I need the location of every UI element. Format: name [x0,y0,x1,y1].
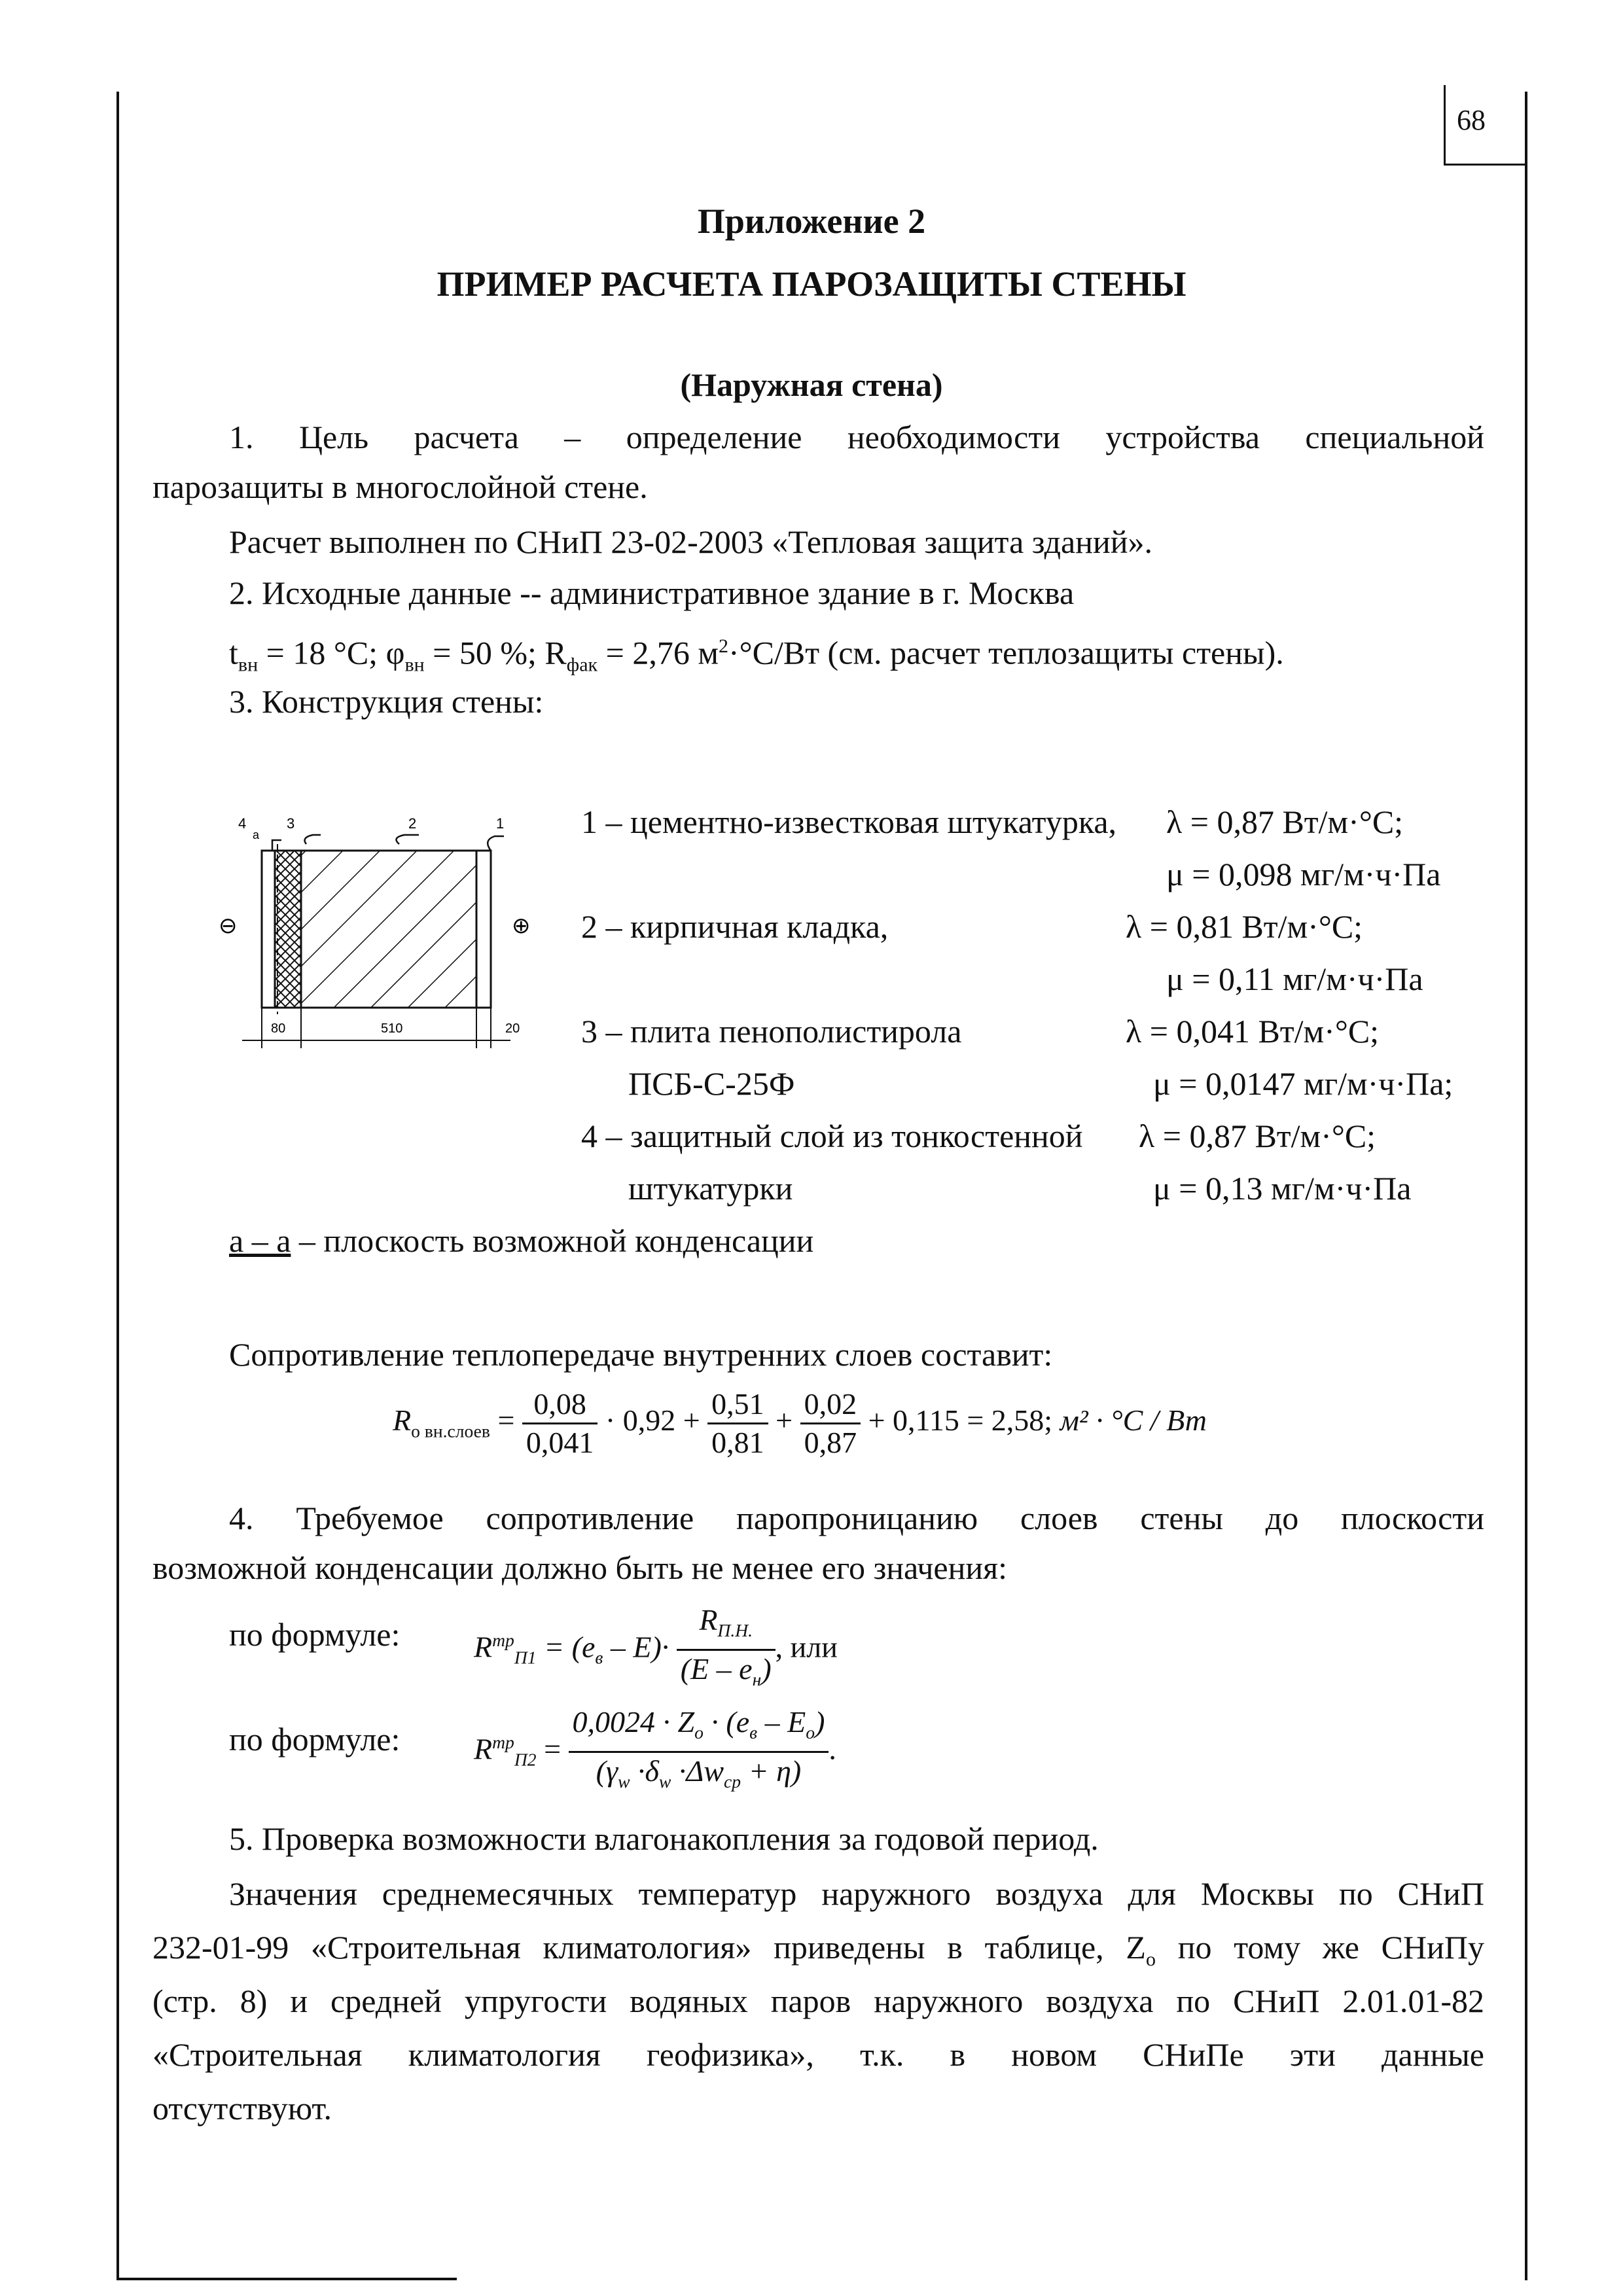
section5-line4: «Строительная климатология геофизика», т.к. в новом СНиПе эти данные [152,2036,1484,2073]
section5-line5: отсутствуют. [152,2090,332,2127]
t-sub: вн [238,654,259,676]
formula-1: $R^{тр}_{П1} = (e_в - E)\cdot$ $\frac{R_{П.Н.}}{(E - e_н)}$ , или [474,1602,838,1698]
layer1-lambda: λ = 0,87 Вт/м·°С; [1166,804,1404,840]
diagram-label-4: 4 [238,815,247,832]
diagram-label-3: 3 [287,815,295,832]
layer3-mu: μ = 0,0147 мг/м·ч·Па; [1153,1065,1454,1102]
fraction-1: $\frac{0,08}{0,041}$ [522,1386,598,1461]
plus-sign-icon: ⊕ [512,913,531,938]
t-label: t [229,634,238,671]
fraction-2: $\frac{0,51}{0,81}$ [707,1386,768,1461]
initial-data-line [229,627,1284,685]
page-frame-right [1525,92,1527,2280]
section2-line1: 2. Исходные данные -- административное здание в г. Москва [229,574,1075,611]
formula-2: $R^{тр}_{П2}$ = $\frac{0,0024 \cdot Z_o \cdot (e_в - E_o)}{(\gamma_w \cdot\delta_w \cdot\Delta w_{ср} + \eta)}$ . [474,1704,836,1800]
resistance-intro: Сопротивление теплопередаче внутренних слоев составит: [229,1336,1053,1373]
layer3-name2: ПСБ-С-25Ф [628,1065,795,1102]
fraction-3: $\frac{0,02}{0,87}$ [800,1386,861,1461]
r-label: R [544,634,567,671]
diagram-label-a: а [253,828,260,841]
r-sub: фак [566,654,598,676]
section4-line2: возможной конденсации должно быть не менее его значения: [152,1549,1007,1586]
diagram-label-1: 1 [496,815,505,832]
r-plus: + [768,1404,800,1438]
subtitle: (Наружная стена) [680,366,943,403]
section5-line3: (стр. 8) и средней упругости водяных паров наружного воздуха по СНиП 2.01.01-82 [152,1983,1484,2019]
dim-20: 20 [505,1021,520,1036]
minus-sign-icon: ⊖ [219,913,238,938]
phi-sub: вн [404,654,425,676]
r-mult: · 0,92 + [597,1404,708,1438]
layer1-mu: μ = 0,098 мг/м·ч·Па [1166,856,1441,892]
r-tail: + 0,115 = 2,58; [861,1404,1060,1438]
section5-line2: 232-01-99 «Строительная климатология» приведены в таблице, $Z_о$ по тому же СНиПу [152,1929,1484,1970]
r-lhs: R [393,1404,412,1438]
section1-line2: парозащиты в многослойной стене. [152,468,648,505]
page-frame-left [116,92,119,2280]
layer4-mu: μ = 0,13 мг/м·ч·Па [1153,1170,1412,1207]
dim-510: 510 [381,1021,403,1036]
layer1-name: 1 – цементно-известковая штукатурка, [581,804,1117,840]
formula-label-1: по формуле: [229,1616,401,1653]
section5-title: 5. Проверка возможности влагонакопления за годовой период. [229,1820,1099,1857]
r-sup: 2 [718,635,728,657]
r-lhs-sub: o вн.слоев [411,1421,490,1441]
resistance-formula [393,1386,1207,1461]
t-value: = 18 °C; [258,634,386,671]
formula-1-fraction: $\frac{R_{П.Н.}}{(E - e_н)}$ [677,1602,776,1698]
layer4-name: 4 – защитный слой из тонкостенной [581,1118,1083,1154]
r-tail: ·°С/Вт (см. расчет теплозащиты стены). [728,634,1284,671]
page-title: ПРИМЕР РАСЧЕТА ПАРОЗАЩИТЫ СТЕНЫ [437,264,1186,304]
section1-line3: Расчет выполнен по СНиП 23-02-2003 «Тепловая защита зданий». [229,523,1153,560]
dim-80: 80 [271,1021,286,1036]
r-eq: = [490,1404,522,1438]
layer3-lambda: λ = 0,041 Вт/м·°С; [1126,1013,1380,1050]
plane-label: а – а [229,1222,291,1259]
wall-construction-diagram [203,805,556,1093]
section3-title: 3. Конструкция стены: [229,683,544,720]
layer2-lambda: λ = 0,81 Вт/м·°С; [1126,908,1363,945]
layer3-name: 3 – плита пенополистирола [581,1013,962,1050]
appendix-heading: Приложение 2 [697,202,926,241]
plane-text: – плоскость возможной конденсации [291,1222,814,1259]
formula-label-2: по формуле: [229,1721,401,1757]
section4-line1: 4. Требуемое сопротивление паропроницанию слоев стены до плоскости [229,1500,1484,1536]
formula-2-fraction: $\frac{0,0024 \cdot Z_o \cdot (e_в - E_o)}{(\gamma_w \cdot\delta_w \cdot\Delta w_{ср} + \eta)}$ [569,1704,829,1800]
phi-label: φ [385,634,405,671]
page-number: 68 [1457,104,1486,136]
section1-line1: 1. Цель расчета – определение необходимости устройства специальной [229,419,1484,455]
page-frame-bottom [116,2278,457,2280]
phi-value: = 50 %; [424,634,545,671]
layer4-lambda: λ = 0,87 Вт/м·°С; [1139,1118,1376,1154]
layer4-name2: штукатурки [628,1170,793,1207]
r-value: = 2,76 м [597,634,719,671]
layer2-name: 2 – кирпичная кладка, [581,908,889,945]
r-unit: м² · °С / Вт [1060,1404,1207,1438]
layer2-mu: μ = 0,11 мг/м·ч·Па [1166,961,1423,997]
section5-line1: Значения среднемесячных температур наружного воздуха для Москвы по СНиП [229,1875,1484,1912]
diagram-label-2: 2 [408,815,417,832]
condensation-plane-note [229,1221,813,1260]
